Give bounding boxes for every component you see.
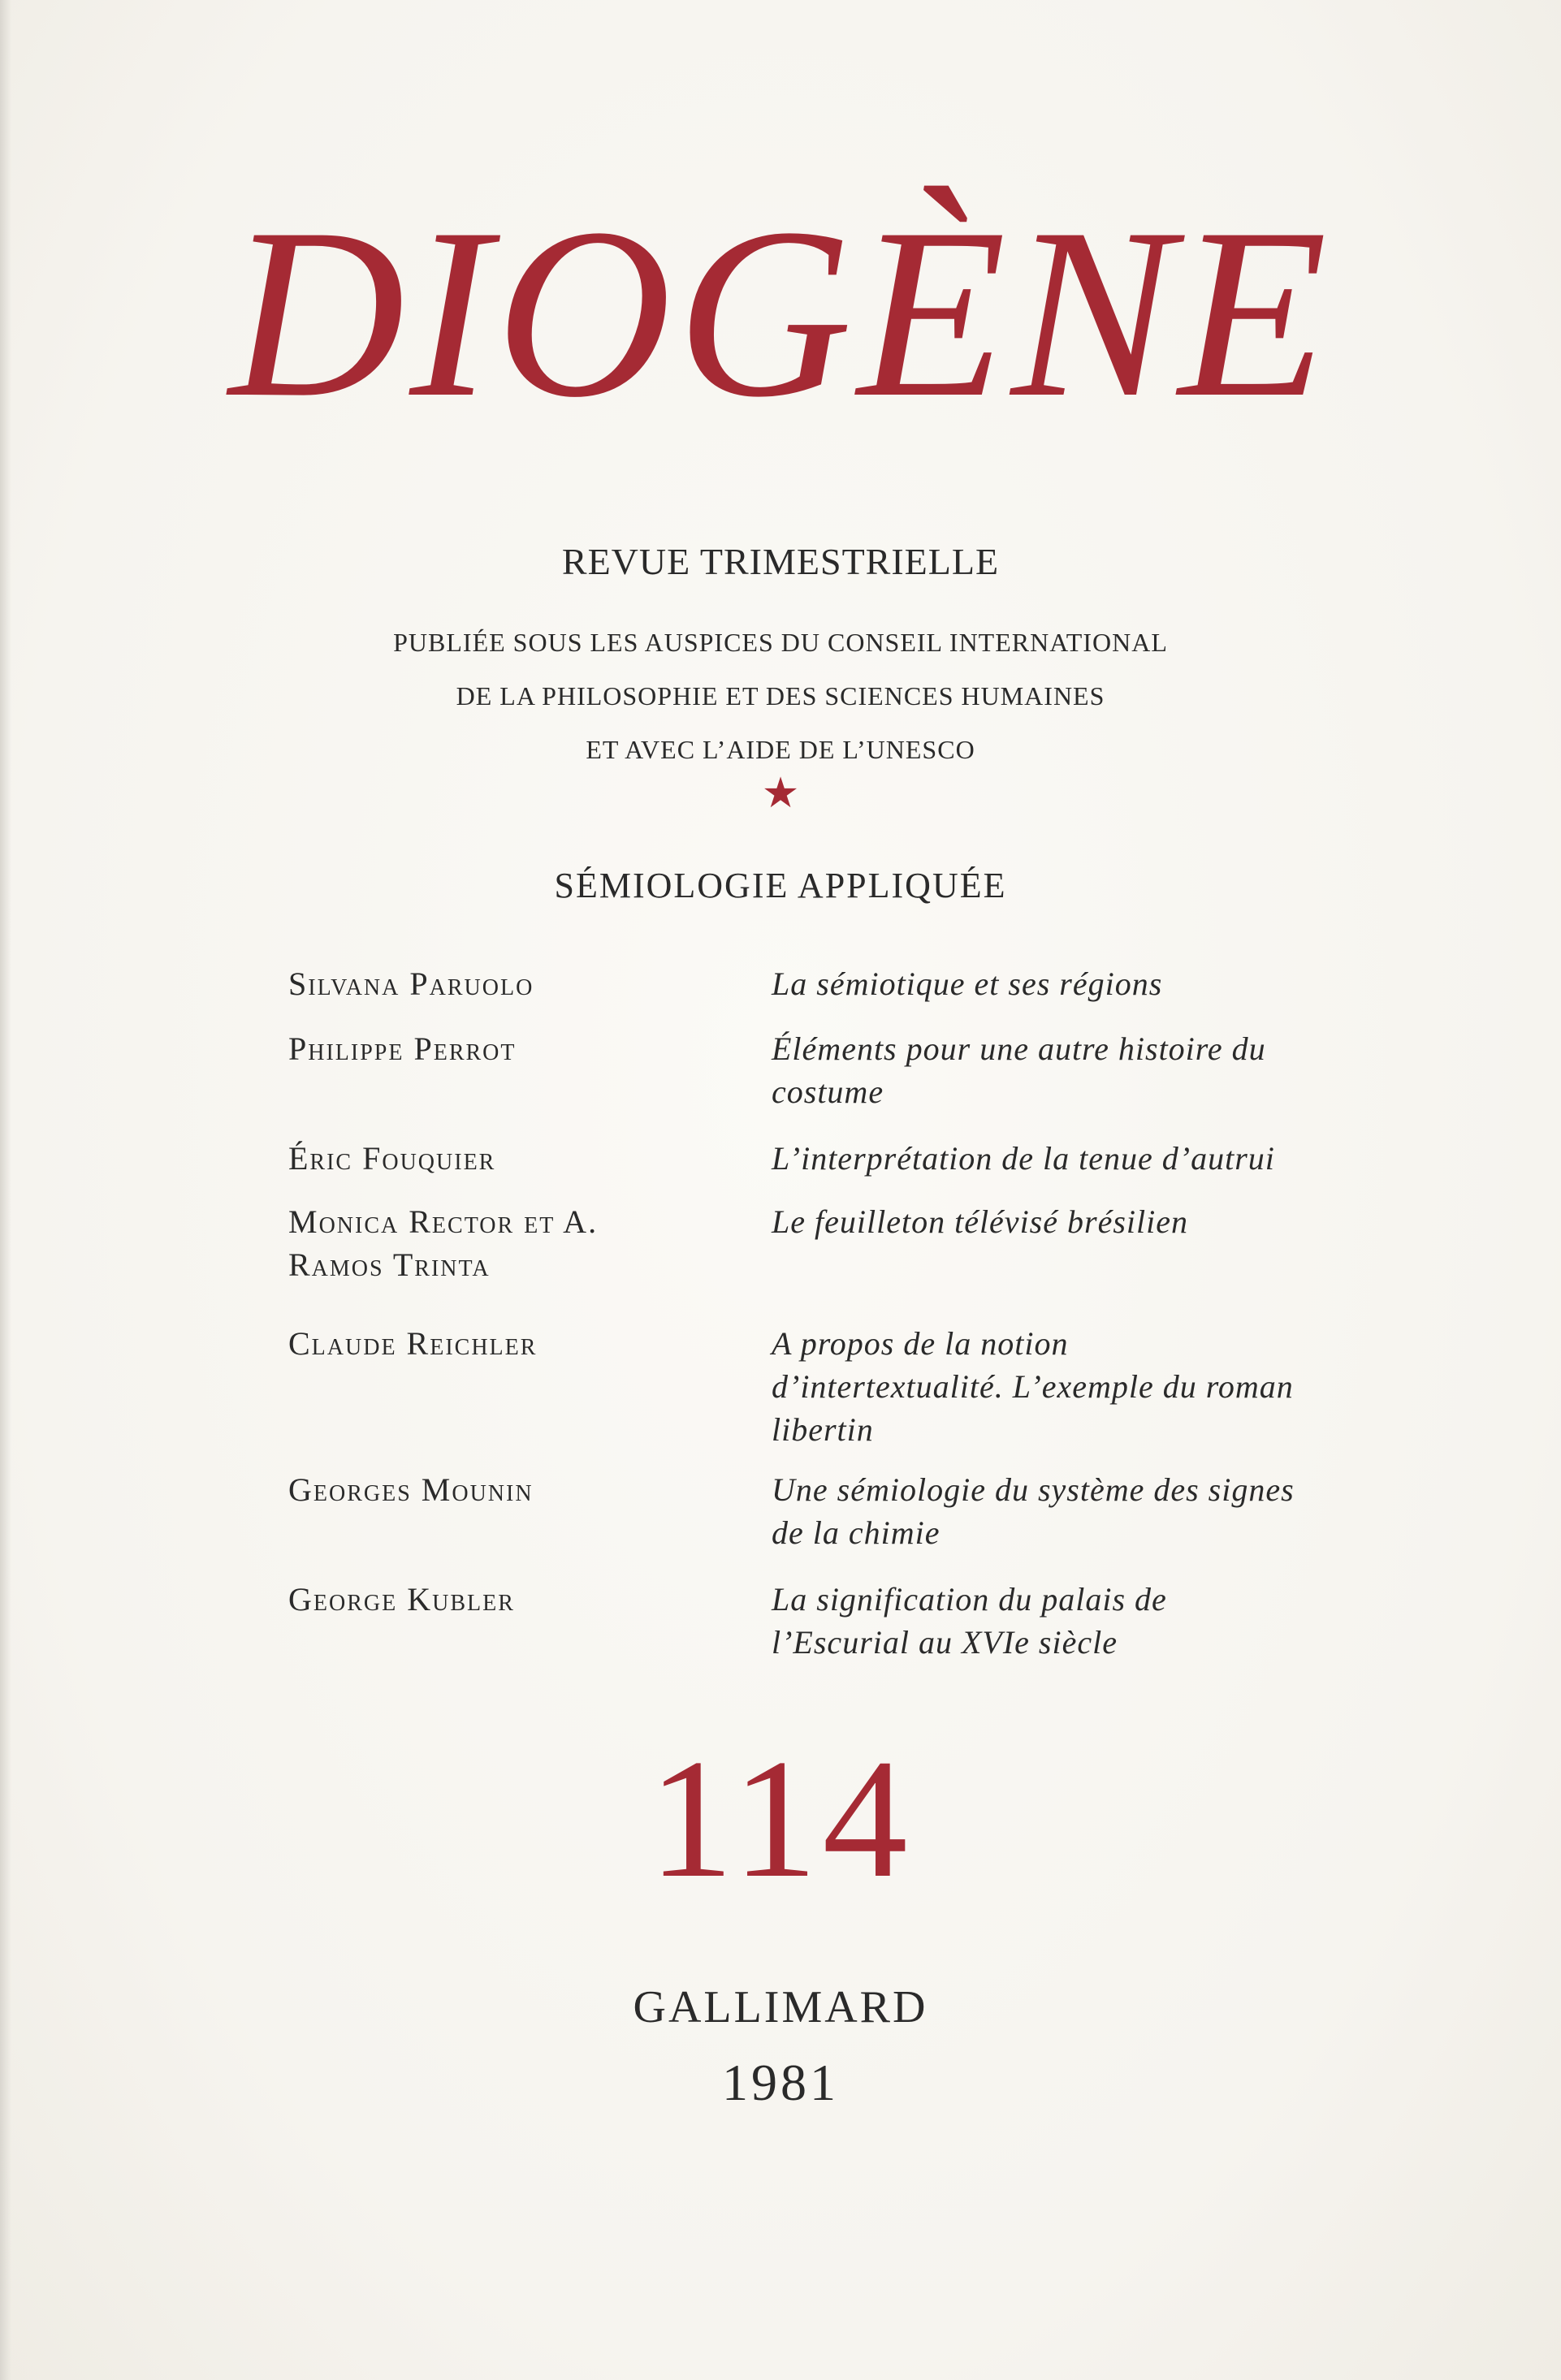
issue-number: 114 (648, 1725, 913, 1913)
masthead-title: DIOGÈNE (228, 178, 1333, 447)
toc-author: George Kubler (288, 1581, 515, 1618)
toc-entry (288, 1137, 1295, 1200)
toc-article-title: Une sémiologie du système des signes de la chimie (772, 1471, 1295, 1551)
table-of-contents (288, 962, 1295, 1667)
toc-entry (288, 1578, 1295, 1667)
toc-entry (288, 1027, 1295, 1137)
auspices-line: PUBLIÉE SOUS LES AUSPICES DU CONSEIL INTERNATIONAL (393, 628, 1168, 657)
toc-article-title: A propos de la notion d’intertextualité. L’exemple du roman libertin (772, 1325, 1294, 1448)
journal-subtitle: REVUE TRIMESTRIELLE (561, 541, 1000, 582)
publication-year: 1981 (722, 2054, 839, 2111)
issue-theme: SÉMIOLOGIE APPLIQUÉE (554, 866, 1007, 905)
toc-article-title: L’interprétation de la tenue d’autrui (772, 1140, 1275, 1177)
publisher-name: GALLIMARD (633, 1982, 928, 2032)
auspices-line: DE LA PHILOSOPHIE ET DES SCIENCES HUMAINES (456, 681, 1105, 711)
toc-article-title: Le feuilleton télévisé brésilien (772, 1203, 1188, 1240)
toc-entry (288, 1468, 1295, 1578)
toc-entry (288, 1200, 1295, 1322)
toc-entry (288, 962, 1295, 1027)
toc-author: Philippe Perrot (288, 1030, 517, 1067)
star-ornament-icon: ★ (761, 771, 800, 817)
toc-author: Claude Reichler (288, 1325, 538, 1362)
toc-author: Silvana Paruolo (288, 965, 534, 1002)
toc-article-title: La sémiotique et ses régions (772, 965, 1163, 1002)
toc-entry (288, 1322, 1295, 1468)
auspices-block (0, 616, 1561, 776)
toc-article-title: Éléments pour une autre histoire du costume (772, 1030, 1266, 1110)
auspices-line: ET AVEC L’AIDE DE L’UNESCO (586, 735, 975, 764)
toc-author: Monica Rector et A. Ramos Trinta (288, 1203, 599, 1283)
toc-author: Georges Mounin (288, 1471, 534, 1508)
toc-article-title: La signification du palais de l’Escurial au XVIe siècle (772, 1581, 1167, 1661)
toc-author: Éric Fouquier (288, 1140, 496, 1177)
